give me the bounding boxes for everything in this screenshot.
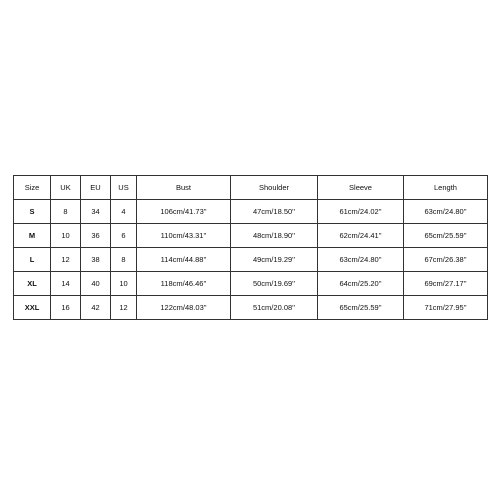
length-cell: 69cm/27.17'': [404, 272, 488, 296]
table-row: [14, 200, 488, 224]
header-row: [14, 176, 488, 200]
uk-cell: 16: [51, 296, 81, 320]
sleeve-cell: 63cm/24.80'': [318, 248, 404, 272]
header-uk: UK: [51, 176, 81, 200]
sleeve-cell: 61cm/24.02'': [318, 200, 404, 224]
sleeve-cell: 62cm/24.41'': [318, 224, 404, 248]
shoulder-cell: 50cm/19.69'': [231, 272, 318, 296]
bust-cell: 114cm/44.88'': [137, 248, 231, 272]
eu-cell: 42: [81, 296, 111, 320]
table-row: [14, 296, 488, 320]
header-bust: Bust: [137, 176, 231, 200]
eu-cell: 38: [81, 248, 111, 272]
size-cell: S: [14, 200, 51, 224]
header-length: Length: [404, 176, 488, 200]
table-row: [14, 248, 488, 272]
bust-cell: 118cm/46.46'': [137, 272, 231, 296]
size-cell: L: [14, 248, 51, 272]
uk-cell: 14: [51, 272, 81, 296]
header-us: US: [111, 176, 137, 200]
us-cell: 12: [111, 296, 137, 320]
size-cell: XL: [14, 272, 51, 296]
length-cell: 67cm/26.38'': [404, 248, 488, 272]
uk-cell: 8: [51, 200, 81, 224]
table-row: [14, 272, 488, 296]
table-row: [14, 224, 488, 248]
us-cell: 10: [111, 272, 137, 296]
eu-cell: 40: [81, 272, 111, 296]
bust-cell: 110cm/43.31'': [137, 224, 231, 248]
eu-cell: 36: [81, 224, 111, 248]
shoulder-cell: 47cm/18.50'': [231, 200, 318, 224]
length-cell: 71cm/27.95'': [404, 296, 488, 320]
shoulder-cell: 49cm/19.29'': [231, 248, 318, 272]
header-size: Size: [14, 176, 51, 200]
us-cell: 8: [111, 248, 137, 272]
header-eu: EU: [81, 176, 111, 200]
shoulder-cell: 51cm/20.08'': [231, 296, 318, 320]
bust-cell: 122cm/48.03'': [137, 296, 231, 320]
uk-cell: 10: [51, 224, 81, 248]
shoulder-cell: 48cm/18.90'': [231, 224, 318, 248]
sleeve-cell: 64cm/25.20'': [318, 272, 404, 296]
length-cell: 63cm/24.80'': [404, 200, 488, 224]
us-cell: 4: [111, 200, 137, 224]
size-cell: XXL: [14, 296, 51, 320]
eu-cell: 34: [81, 200, 111, 224]
size-cell: M: [14, 224, 51, 248]
sleeve-cell: 65cm/25.59'': [318, 296, 404, 320]
uk-cell: 12: [51, 248, 81, 272]
us-cell: 6: [111, 224, 137, 248]
bust-cell: 106cm/41.73'': [137, 200, 231, 224]
header-shoulder: Shoulder: [231, 176, 318, 200]
size-chart-table: [13, 175, 488, 320]
header-sleeve: Sleeve: [318, 176, 404, 200]
length-cell: 65cm/25.59'': [404, 224, 488, 248]
